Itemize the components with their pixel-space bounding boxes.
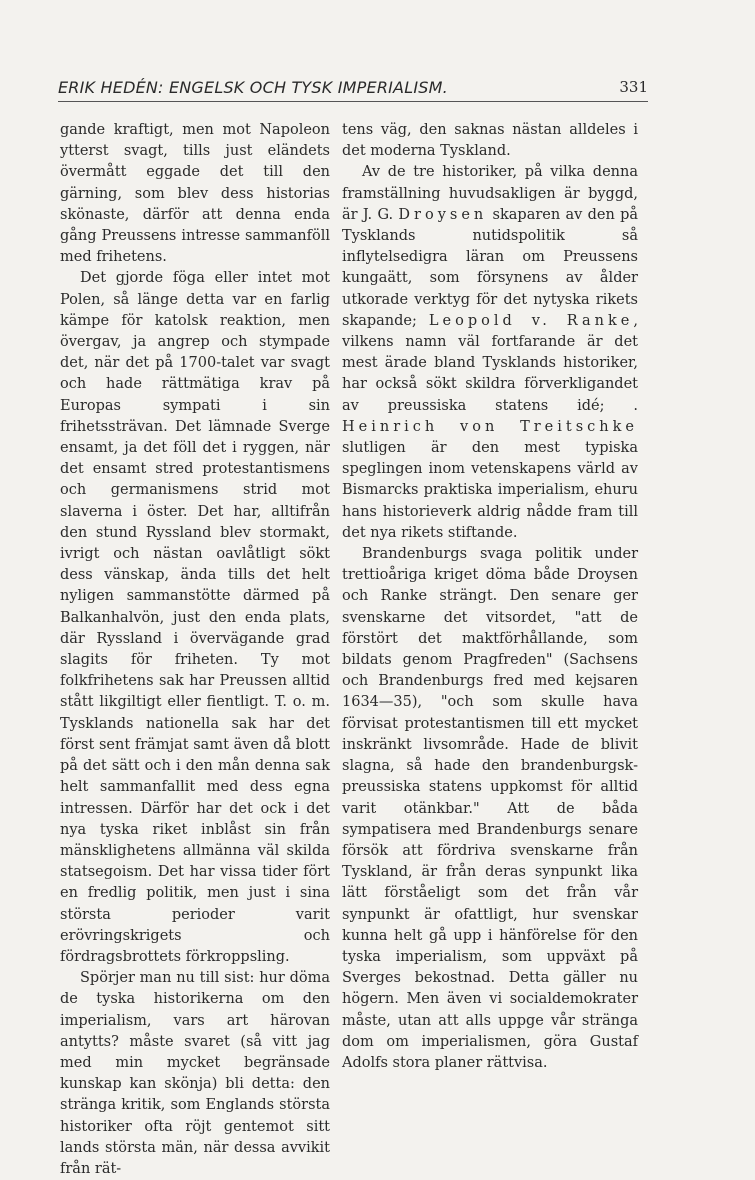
name-droysen: Droysen bbox=[398, 206, 488, 223]
text-run: slutligen är den mest typiska speglingen inom vetenskapens värld av Bismarcks praktiska imperialism, ehuru hans historieverk aldrig nådde fram till det nya rikets stiftande. bbox=[342, 440, 638, 541]
name-treitschke: Heinrich von Treitschke bbox=[342, 418, 638, 435]
right-column bbox=[342, 120, 638, 1074]
paragraph: gande kraftigt, men mot Napoleon ytterst svagt, tills just eländets övermått eggade det till den gärning, som blev dess historias skönaste, därför att denna enda gång Preussens intresse sammanföll med frihetens. bbox=[60, 122, 330, 266]
paragraph: Brandenburgs svaga politik under trettioåriga kriget döma både Droysen och Ranke strängt. Den senare ger svenskarne det vitsordet, "att de förstört det maktförhållande, som bildats genom Pragfreden" (Sachsens och Brandenburgs fred med kejsaren 1634—35), "och som skulle hava förvisat protestantismen till ett mycket inskränkt livsområde. Hade de blivit slagna, så hade den brandenburgsk-preussiska statens uppkomst för alltid varit otänkbar." Att de båda sympatisera med Brandenburgs senare försök att fördriva svenskarne från Tyskland, är från deras synpunkt lika lätt förståeligt som det från vår synpunkt är ofattligt, hur svenskar kunna helt gå upp i hänförelse för den tyska imperialism, som uppväxt på Sverges bekostnad. Detta gäller nu högern. Men även vi socialdemokrater måste, utan att alls uppge vår stränga dom om imperialismen, göra Gustaf Adolfs stora planer rättvisa. bbox=[342, 546, 638, 1071]
paragraph-historians bbox=[342, 162, 638, 544]
text-run: , vilkens namn väl fortfarande är det mest ärade bland Tysklands historiker, har också sökt skildra förverkligandet av preussiska statens idé; . bbox=[342, 312, 638, 414]
text-run: skaparen av den på Tysklands nutidspolitik så inflytelsedigra läran om Preussens kungaätt, som försynens av ålder utkorade verktyg för det nytyska rikets skapande; bbox=[342, 206, 638, 329]
paragraph: Spörjer man nu till sist: hur döma de tyska historikerna om den imperialism, vars art härovan antytts? måste svaret (så vitt jag med min mycket begränsade kunskap kan skönja) bli detta: den stränga kritik, som Englands största historiker ofta röjt gentemot sitt lands största män, när dessa avvikit från rät- bbox=[60, 970, 330, 1177]
running-head-title: ERIK HEDÉN: ENGELSK OCH TYSK IMPERIALISM. bbox=[58, 78, 448, 97]
running-head bbox=[58, 78, 648, 102]
text-run: Av de tre historiker, på vilka denna framställning huvudsakligen är byggd, är J. G. bbox=[342, 164, 638, 223]
paragraph: Det gjorde föga eller intet mot Polen, så länge detta var en farlig kämpe för katolsk reaktion, men övergav, ja angrep och stympade det, när det på 1700-talet var svagt och hade rättmätiga krav på Europas sympati i sin frihetssträvan. Det lämnade Sverge ensamt, ja det föll det i ryggen, när det ensamt stred protestantismens och germanismens strid mot slaverna i öster. Det har, alltifrån den stund Ryssland blev stormakt, ivrigt och nästan oavlåtligt sökt dess vänskap, ända tills det helt nyligen sammanstötte därmed på Balkanhalvön, just den enda plats, där Ryssland i övervägande grad slagits för friheten. Ty mot folkfrihetens sak har Preussen alltid stått likgiltigt eller fientligt. T. o. m. Tysklands nationella sak har det först sent främjat samt även då blott på det sätt och i den mån denna sak helt sammanfallit med dess egna intressen. Därför har det ock i det nya tyska riket inblåst sin från mänsklighetens allmänna väl skilda statsegoism. Det har vissa tider fört en fredlig politik, men just i sina största perioder varit erövringskrigets och fördragsbrottets förkroppsling. bbox=[60, 270, 330, 965]
paragraph: tens väg, den saknas nästan alldeles i det moderna Tyskland. bbox=[342, 122, 638, 160]
name-ranke: Leopold v. Ranke bbox=[428, 312, 634, 329]
page-number: 331 bbox=[619, 78, 648, 96]
header-rule bbox=[58, 101, 648, 102]
left-column bbox=[60, 120, 330, 1180]
